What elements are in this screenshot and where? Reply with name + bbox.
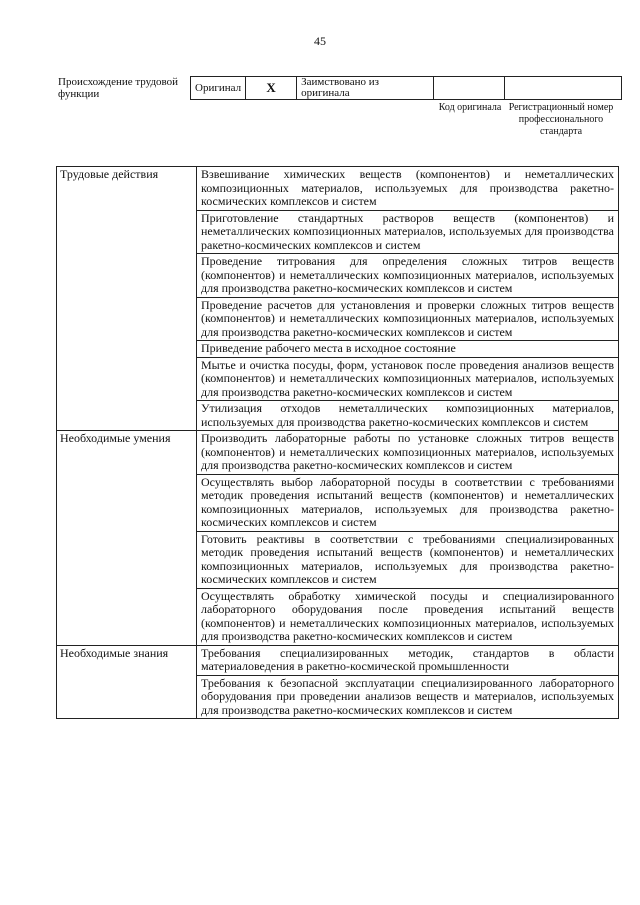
table-row bbox=[57, 167, 619, 211]
code-caption: Код оригинала bbox=[438, 102, 502, 113]
required-knowledge-item: Требования специализированных методик, стандартов в области материаловедения в ракетно-космической промышленности bbox=[197, 645, 619, 675]
labor-actions-item: Утилизация отходов неметаллических композиционных материалов, используемых для производства ракетно-космических комплексов и систем bbox=[197, 401, 619, 431]
required-skills-label: Необходимые умения bbox=[57, 431, 197, 646]
registration-cell bbox=[505, 77, 622, 100]
required-knowledge-item: Требования к безопасной эксплуатации специализированного лабораторного оборудования при проведении анализов веществ и материалов, используемых для производства ракетно-космических комплексов и систем bbox=[197, 675, 619, 719]
table-row bbox=[57, 431, 619, 475]
code-cell bbox=[434, 77, 505, 100]
labor-actions-item: Проведение расчетов для установления и проверки сложных титров веществ (компонентов) и неметаллических композиционных материалов, используемых для производства ракетно-космических комплексов и систем bbox=[197, 297, 619, 341]
labor-actions-item: Взвешивание химических веществ (компонентов) и неметаллических композиционных материалов, используемых для производства ракетно-космических комплексов и систем bbox=[197, 167, 619, 211]
required-knowledge-label: Необходимые знания bbox=[57, 645, 197, 719]
table-row bbox=[57, 645, 619, 675]
required-skills-item: Производить лабораторные работы по установке сложных титров веществ (компонентов) и неметаллических композиционных материалов, используемых для производства ракетно-космических комплексов и систем bbox=[197, 431, 619, 475]
function-table bbox=[56, 166, 619, 719]
labor-actions-item: Мытье и очистка посуды, форм, установок после проведения анализов веществ (компонентов) и неметаллических композиционных материалов, используемых для производства ракетно-космических комплексов и систем bbox=[197, 357, 619, 401]
origin-table bbox=[190, 76, 622, 100]
labor-actions-item: Проведение титрования для определения сложных титров веществ (компонентов) и неметаллических композиционных материалов, используемых для производства ракетно-космических комплексов и систем bbox=[197, 254, 619, 298]
labor-actions-label: Трудовые действия bbox=[57, 167, 197, 431]
labor-actions-item: Приготовление стандартных растворов веществ (компонентов) и неметаллических композиционных материалов, используемых для производства ракетно-космических комплексов и систем bbox=[197, 210, 619, 254]
labor-actions-item: Приведение рабочего места в исходное состояние bbox=[197, 341, 619, 358]
required-skills-item: Осуществлять обработку химической посуды и специализированного лабораторного оборудования после проведения испытаний веществ (компонентов) и неметаллических композиционных материалов, используемых для производства ракетно-космических комплексов и систем bbox=[197, 588, 619, 645]
original-mark: X bbox=[246, 77, 297, 100]
registration-caption: Регистрационный номер профессионального стандарта bbox=[508, 102, 614, 137]
required-skills-item: Осуществлять выбор лабораторной посуды в соответствии с требованиями методик проведения испытаний веществ (компонентов) и неметаллических композиционных материалов, используемых для производства ракетно-космических комплексов и систем bbox=[197, 474, 619, 531]
borrowed-label: Заимствовано из оригинала bbox=[297, 77, 434, 100]
required-skills-item: Готовить реактивы в соответствии с требованиями специализированных методик проведения испытаний веществ (компонентов) и неметаллических композиционных материалов, используемых для производства ракетно-космических комплексов и систем bbox=[197, 531, 619, 588]
origin-label: Происхождение трудовой функции bbox=[58, 76, 179, 100]
original-label: Оригинал bbox=[191, 77, 246, 100]
page-number: 45 bbox=[314, 34, 326, 48]
